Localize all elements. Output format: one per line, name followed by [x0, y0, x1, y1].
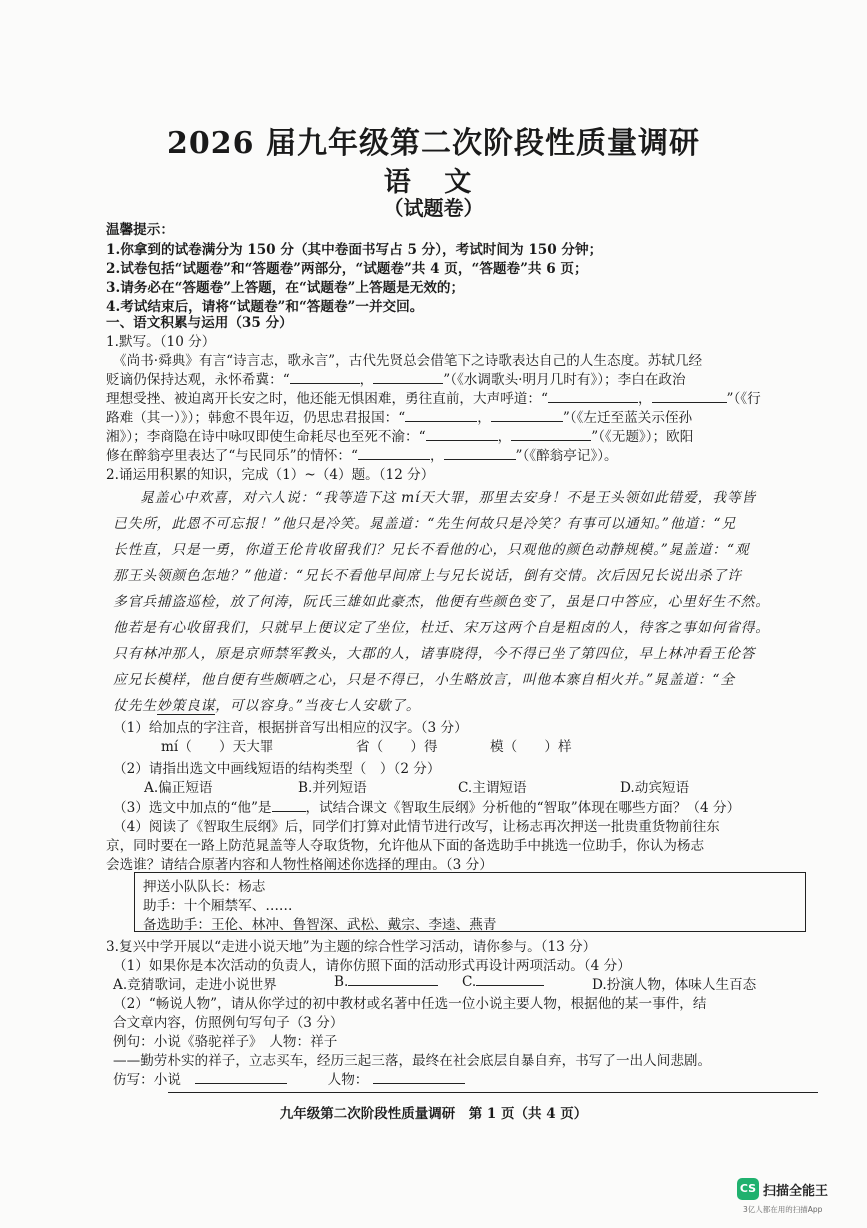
- sub-question: （1）给加点的字注音，根据拼音写出相应的汉字。（3 分）: [113, 720, 468, 736]
- text-line: 合文章内容，仿照例句写句子（3 分）: [113, 1015, 344, 1031]
- text-line: 会选谁？请结合原著内容和人物性格阐述你选择的理由。（3 分）: [106, 857, 493, 873]
- option-c[interactable]: C.主谓短语: [458, 780, 527, 796]
- passage-line: 他若是有心收留我们，只就早上便议定了坐位，杜迁、宋万这两个自是粗卤的人，待客之事如何省得。: [113, 620, 770, 636]
- tip-item: 2.试卷包括“试题卷”和“答题卷”两部分，“试题卷”共 4 页，“答题卷”共 6 页；: [106, 261, 588, 277]
- passage-line: 只有林冲那人，原是京师禁军教头，大郡的人，诸事晓得，今不得已坐了第四位，早上林冲看王伦答: [113, 646, 756, 662]
- tip-item: 1.你拿到的试卷满分为 150 分（其中卷面书写占 5 分），考试时间为 150 分钟；: [106, 242, 603, 258]
- answer-blank[interactable]: [476, 973, 544, 986]
- question-title: 1.默写。（10 分）: [106, 334, 216, 350]
- escort-info-box: [134, 872, 806, 932]
- sub-item: 模（ ）样: [490, 739, 572, 755]
- scanner-watermark: [737, 1178, 857, 1218]
- camscanner-logo-icon: CS: [737, 1178, 759, 1200]
- sub-question: （3）选文中加点的“他”是 ，试结合课文《智取生辰纲》分析他的“智取”体现在哪些方面？（4 分）: [113, 800, 741, 816]
- sub-item: 省（ ）得: [356, 739, 438, 755]
- passage-line: 晁盖心中欢喜，对六人说：“我等造下这 mí天大罪，那里去安身！不是王头领如此错爱，我等皆: [140, 490, 757, 506]
- subject-title: 语 文: [383, 167, 484, 198]
- answer-blank[interactable]: [491, 409, 563, 422]
- passage-line: 已失所，此恩不可忘报！”他只是冷笑。晁盖道：“先生何故只是冷笑？有事可以通知。”他道：“兄: [113, 516, 736, 532]
- answer-blank[interactable]: [348, 973, 438, 986]
- example-line: 例句：小说《骆驼祥子》 人物：祥子: [113, 1034, 338, 1050]
- answer-blank[interactable]: [652, 390, 727, 403]
- option-d[interactable]: D.动宾短语: [620, 780, 690, 796]
- box-line: 助手：十个厢禁军、……: [143, 898, 293, 914]
- passage-line: 仗先生妙策良谋，可以容身。”当夜七人安歇了。: [113, 698, 421, 714]
- box-line: 押送小队队长：杨志: [143, 879, 266, 895]
- sub-question: （2）“畅说人物”，请从你学过的初中教材或名著中任选一位小说主要人物，根据他的某一事件，结: [113, 996, 707, 1012]
- answer-blank[interactable]: [405, 409, 477, 422]
- text-line: 理想受挫、被迫离开长安之时，他还能无惧困难，勇往直前，大声呼道：“ ， ”（《行: [106, 391, 761, 407]
- passage-line: 多官兵捕盗巡检，放了何涛，阮氏三雄如此豪杰，他便有些颜色变了，虽是口中答应，心里好生不然。: [113, 594, 770, 610]
- sub-item: D.扮演人物，体味人生百态: [592, 977, 757, 993]
- sub-item: C.: [462, 973, 544, 990]
- option-a[interactable]: A.偏正短语: [144, 780, 213, 796]
- watermark-tagline: 3亿人都在用的扫描App: [743, 1205, 823, 1214]
- novel-blank[interactable]: [195, 1071, 287, 1084]
- section-heading: 一、语文积累与运用（35 分）: [106, 315, 293, 331]
- sub-question: （1）如果你是本次活动的负责人，请你仿照下面的活动形式再设计两项活动。（4 分）: [113, 958, 631, 974]
- passage-line: 应兄长模样，他自便有些颇哂之心，只是不得已，小生略放言，叫他本寨自相火并。”晁盖道：“全: [113, 672, 735, 688]
- answer-blank[interactable]: [511, 428, 591, 441]
- tip-item: 4.考试结束后，请将“试题卷”和“答题卷”一并交回。: [106, 299, 424, 315]
- answer-blank[interactable]: [426, 428, 498, 441]
- text-line: 贬谪仍保持达观，永怀希冀：“ ， ”（《水调歌头·明月几时有》）；李白在政治: [106, 372, 686, 388]
- text-line: 京，同时要在一路上防范晁盖等人夺取货物，允许他从下面的备选助手中挑选一位助手，你认为杨志: [106, 838, 705, 854]
- sub-item: B.: [334, 973, 438, 990]
- text-line: 《尚书·舜典》有言“诗言志，歌永言”，古代先贤总会借笔下之诗歌表达自己的人生态度。苏轼几经: [113, 353, 703, 369]
- answer-blank[interactable]: [272, 799, 306, 812]
- question-title: 3.复兴中学开展以“走进小说天地”为主题的综合性学习活动，请你参与。（13 分）: [106, 939, 597, 955]
- imitate-line: 仿写：小说 人物：: [113, 1068, 465, 1088]
- passage-line: 长性直，只是一勇，你道王伦肯收留我们？兄长不看他的心，只观他的颜色动静规模。”晁盖道：“观: [113, 542, 750, 558]
- sub-item: A.竞猜歌词，走进小说世界: [113, 977, 277, 993]
- watermark-name: 扫描全能王: [763, 1184, 829, 1199]
- passage-line: 那王头领颜色怎地？”他道：“兄长不看他早间席上与兄长说话，倒有交情。次后因兄长说出杀了许: [113, 568, 742, 584]
- sub-question: （2）请指出选文中画线短语的结构类型（ ）（2 分）: [113, 761, 441, 777]
- tips-heading: 温馨提示：: [106, 222, 174, 238]
- option-b[interactable]: B.并列短语: [298, 780, 367, 796]
- text-line: 修在醉翁亭里表达了“与民同乐”的情怀：“ ， ”（《醉翁亭记》）。: [106, 448, 618, 464]
- text-line: 湘》）；李商隐在诗中咏叹即使生命耗尽也至死不渝：“ ， ”（《无题》）；欧阳: [106, 429, 694, 445]
- sub-question: （4）阅读了《智取生辰纲》后，同学们打算对此情节进行改写，让杨志再次押送一批贵重货物前往东: [113, 819, 720, 835]
- tip-item: 3.请务必在“答题卷”上答题，在“试题卷”上答题是无效的；: [106, 280, 465, 296]
- box-line: 备选助手：王伦、林冲、鲁智深、武松、戴宗、李逵、燕青: [143, 917, 497, 933]
- answer-blank[interactable]: [444, 447, 516, 460]
- underlined-phrase: 妙策良谋: [156, 698, 216, 714]
- paper-type: （试题卷）: [383, 196, 484, 220]
- answer-blank[interactable]: [548, 390, 638, 403]
- answer-blank[interactable]: [373, 371, 443, 384]
- answer-blank[interactable]: [290, 371, 360, 384]
- footer-rule: [168, 1092, 818, 1093]
- answer-blank[interactable]: [358, 447, 430, 460]
- exam-title: 2026 届九年级第二次阶段性质量调研: [167, 126, 700, 161]
- example-line: ——勤劳朴实的祥子，立志买车，经历三起三落，最终在社会底层自暴自弃，书写了一出人间悲剧。: [113, 1053, 712, 1069]
- question-title: 2.诵运用积累的知识，完成（1）~（4）题。（12 分）: [106, 467, 435, 483]
- character-blank[interactable]: [373, 1071, 465, 1084]
- sub-item: mí（ ）天大罪: [161, 739, 274, 755]
- text-line: 路难（其一）》）；韩愈不畏年迈，仍思忠君报国：“ ， ”（《左迁至蓝关示侄孙: [106, 410, 693, 426]
- page-footer: 九年级第二次阶段性质量调研 第 1 页（共 4 页）: [279, 1106, 588, 1122]
